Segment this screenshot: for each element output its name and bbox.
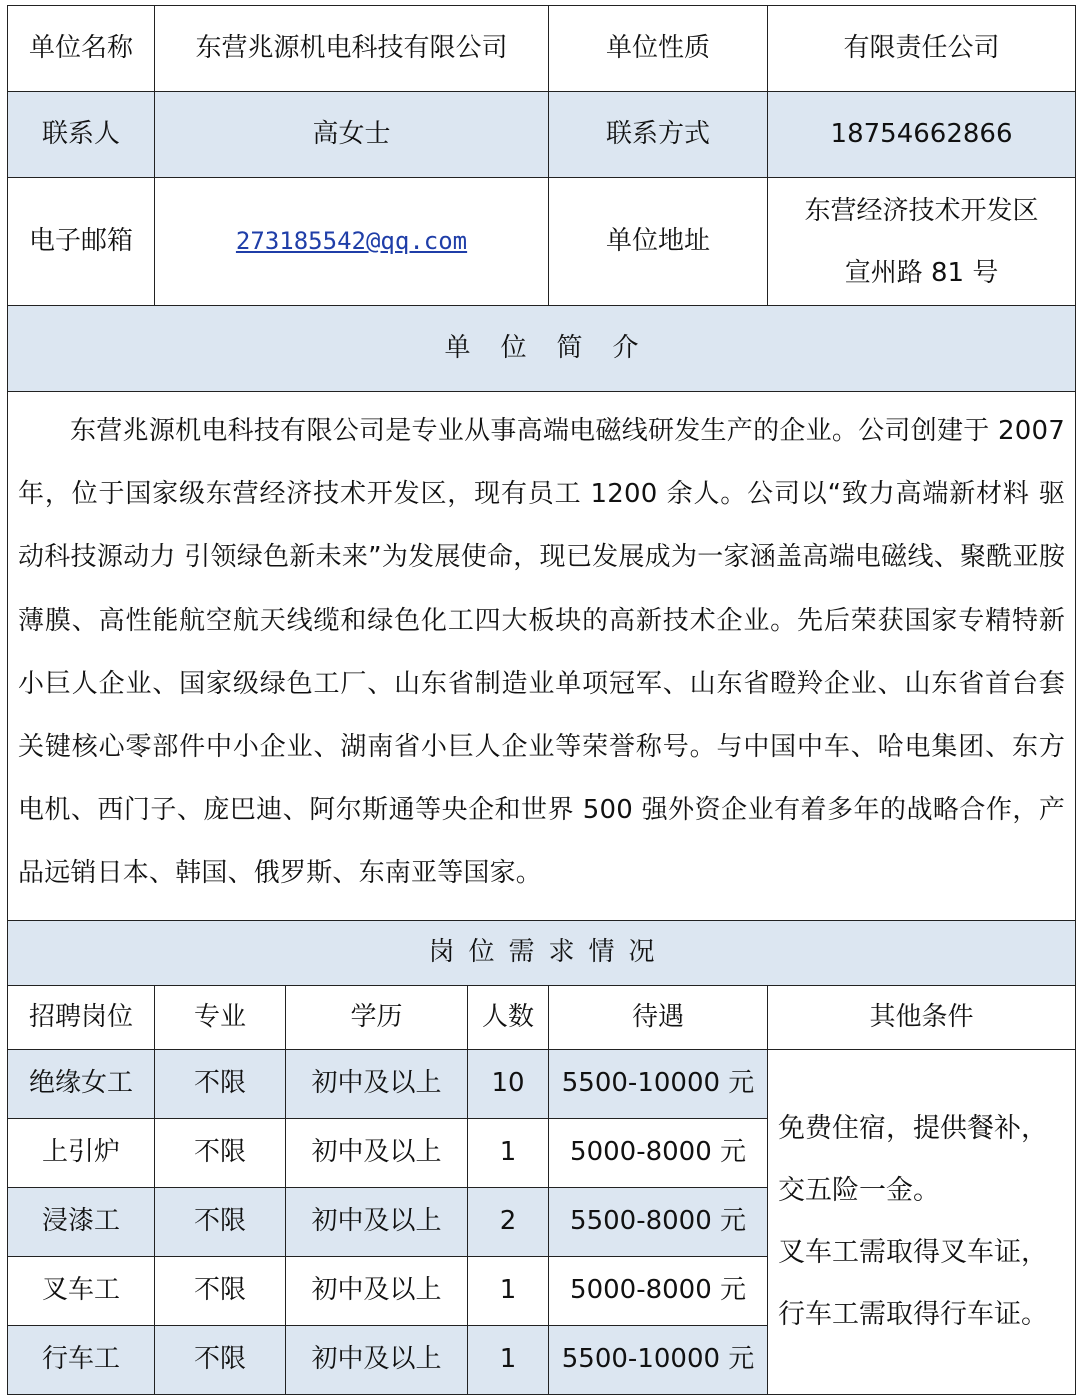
job-position: 叉车工 xyxy=(8,1256,155,1325)
contact-person: 高女士 xyxy=(155,92,549,178)
other-condition-line: 免费住宿，提供餐补， xyxy=(778,1112,1049,1144)
intro-text-cell xyxy=(8,392,1076,921)
intro-title: 单位简介 xyxy=(444,333,669,364)
job-salary: 5000-8000 元 xyxy=(549,1118,768,1187)
jobs-title: 岗位需求情况 xyxy=(428,937,669,968)
recruitment-table xyxy=(7,5,1076,1395)
job-position: 行车工 xyxy=(8,1325,155,1394)
job-position: 上引炉 xyxy=(8,1118,155,1187)
job-count: 1 xyxy=(468,1325,549,1394)
jobs-title-row xyxy=(8,920,1076,985)
header-major: 专业 xyxy=(155,985,286,1049)
job-education: 初中及以上 xyxy=(286,1187,468,1256)
address-cell xyxy=(768,178,1076,306)
other-condition-line: 交五险一金。 xyxy=(778,1174,941,1206)
other-conditions-cell xyxy=(768,1049,1076,1394)
intro-title-cell xyxy=(8,306,1076,392)
job-salary: 5500-10000 元 xyxy=(549,1325,768,1394)
other-condition-line: 行车工需取得行车证。 xyxy=(778,1298,1049,1330)
recruitment-sheet xyxy=(7,5,1075,1395)
intro-text-row xyxy=(8,392,1076,921)
header-other: 其他条件 xyxy=(768,985,1076,1049)
job-education: 初中及以上 xyxy=(286,1049,468,1118)
job-position: 绝缘女工 xyxy=(8,1049,155,1118)
job-major: 不限 xyxy=(155,1049,286,1118)
job-count: 1 xyxy=(468,1256,549,1325)
company-nature-label: 单位性质 xyxy=(549,6,768,92)
job-salary: 5500-10000 元 xyxy=(549,1049,768,1118)
header-count: 人数 xyxy=(468,985,549,1049)
phone-label: 联系方式 xyxy=(549,92,768,178)
job-education: 初中及以上 xyxy=(286,1325,468,1394)
job-education: 初中及以上 xyxy=(286,1118,468,1187)
job-major: 不限 xyxy=(155,1325,286,1394)
other-condition-line: 叉车工需取得叉车证， xyxy=(778,1236,1049,1268)
company-nature: 有限责任公司 xyxy=(768,6,1076,92)
contact-row xyxy=(8,92,1076,178)
contact-label: 联系人 xyxy=(8,92,155,178)
company-name-label: 单位名称 xyxy=(8,6,155,92)
header-salary: 待遇 xyxy=(549,985,768,1049)
job-count: 1 xyxy=(468,1118,549,1187)
email-label: 电子邮箱 xyxy=(8,178,155,306)
job-major: 不限 xyxy=(155,1118,286,1187)
intro-paragraph: 东营兆源机电科技有限公司是专业从事高端电磁线研发生产的企业。公司创建于 2007 年，位于国家级东营经济技术开发区，现有员工 1200 余人。公司以“致力高端新材料 驱动科技源动力 引领绿色新未来”为发展使命，现已发展成为一家涵盖高端电磁线、聚酰亚胺薄膜、高性能航空航天线缆和绿色化工四大板块的高新技术企业。先后荣获国家专精特新小巨人企业、国家级绿色工厂、山东省制造业单项冠军、山东省瞪羚企业、山东省首台套关键核心零部件中小企业、湖南省小巨人企业等荣誉称号。与中国中车、哈电集团、东方电机、西门子、庞巴迪、阿尔斯通等央企和世界 500 强外资企业有着多年的战略合作，产品远销日本、韩国、俄罗斯、东南亚等国家。 xyxy=(18,416,1066,889)
header-position: 招聘岗位 xyxy=(8,985,155,1049)
job-salary: 5000-8000 元 xyxy=(549,1256,768,1325)
job-count: 10 xyxy=(468,1049,549,1118)
job-major: 不限 xyxy=(155,1187,286,1256)
header-education: 学历 xyxy=(286,985,468,1049)
email-cell xyxy=(155,178,549,306)
jobs-title-cell xyxy=(8,920,1076,985)
intro-title-row xyxy=(8,306,1076,392)
phone-number: 18754662866 xyxy=(768,92,1076,178)
job-position: 浸漆工 xyxy=(8,1187,155,1256)
company-row xyxy=(8,6,1076,92)
address-label: 单位地址 xyxy=(549,178,768,306)
address-line-2: 宣州路 81 号 xyxy=(844,257,999,288)
job-education: 初中及以上 xyxy=(286,1256,468,1325)
jobs-header-row xyxy=(8,985,1076,1049)
address-line-1: 东营经济技术开发区 xyxy=(804,195,1039,226)
email-address-row xyxy=(8,178,1076,306)
job-count: 2 xyxy=(468,1187,549,1256)
job-salary: 5500-8000 元 xyxy=(549,1187,768,1256)
job-major: 不限 xyxy=(155,1256,286,1325)
company-name: 东营兆源机电科技有限公司 xyxy=(155,6,549,92)
job-row xyxy=(8,1049,1076,1118)
email-link[interactable]: 273185542@qq.com xyxy=(235,227,468,256)
